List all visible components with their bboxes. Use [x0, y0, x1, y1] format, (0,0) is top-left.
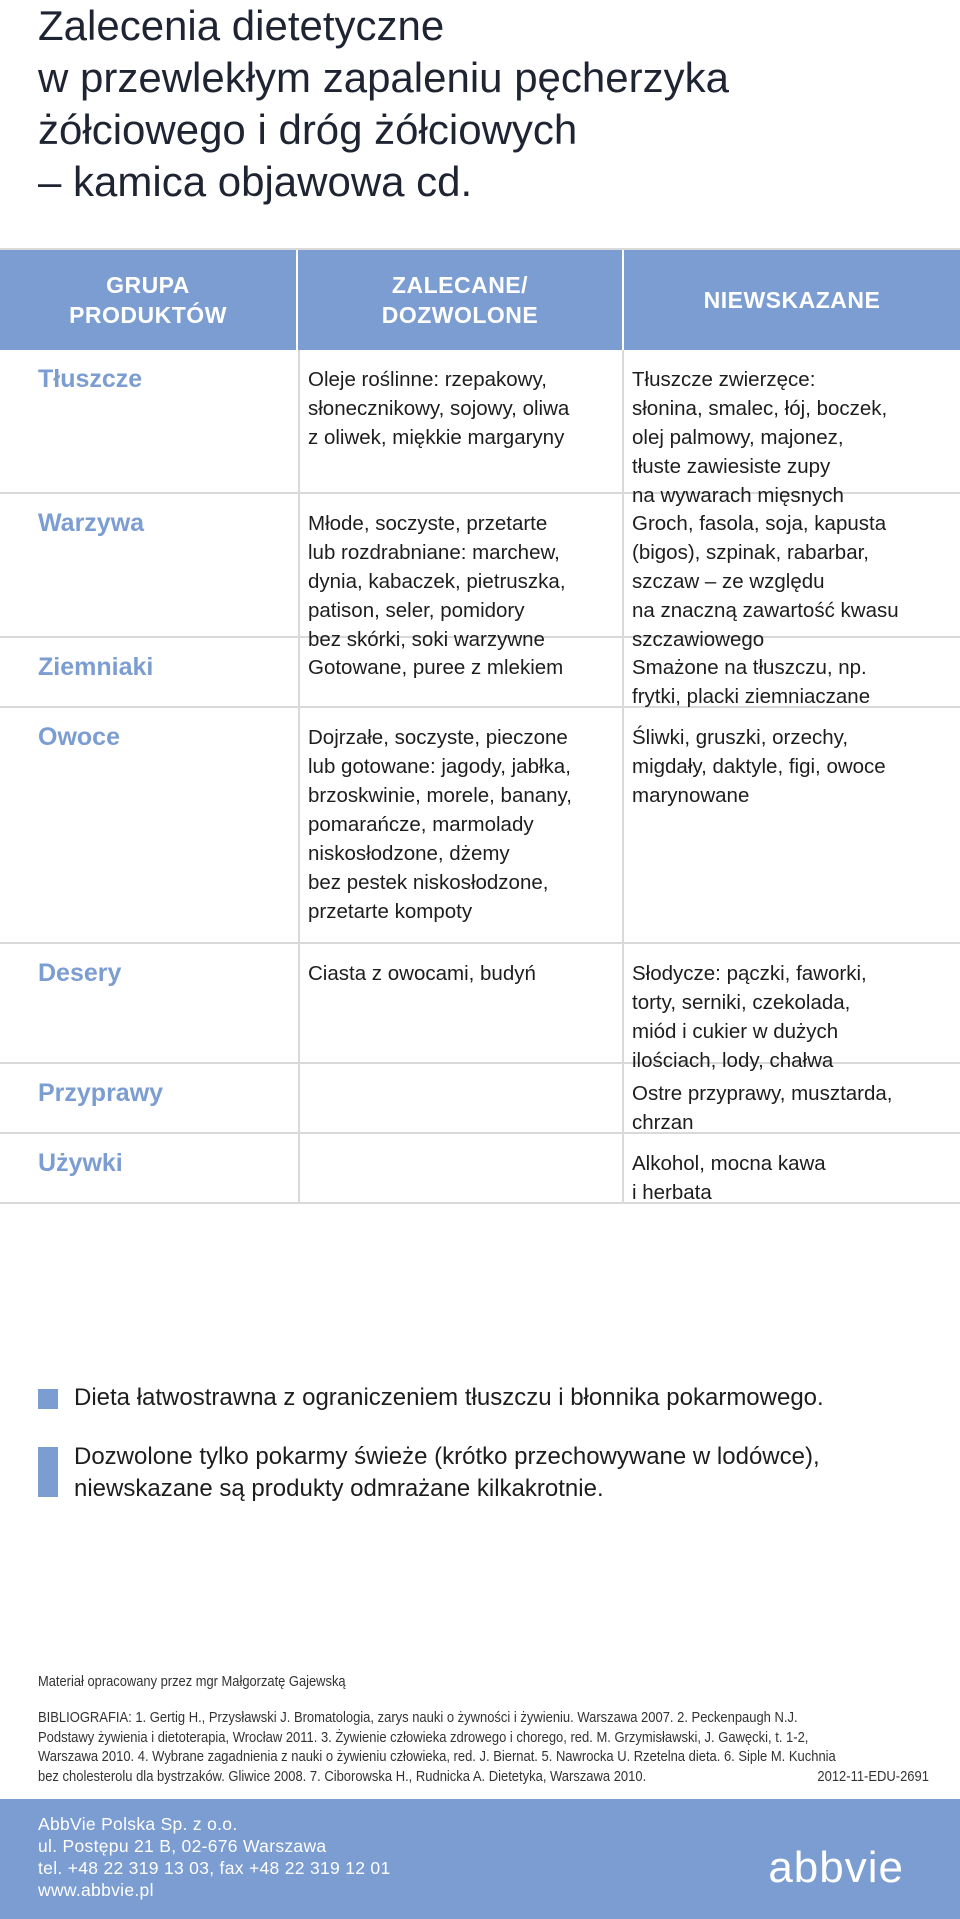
website-link[interactable]: www.abbvie.pl [38, 1880, 154, 1900]
recommended-cell [298, 350, 624, 492]
product-group: Ziemniaki [38, 653, 154, 681]
cell-line: na znaczną zawartość kwasu [632, 599, 899, 622]
note-line: Dieta łatwostrawna z ograniczeniem tłuszczu i błonnika pokarmowego. [74, 1384, 824, 1411]
cell-line: i herbata [632, 1181, 712, 1204]
not-recommended-cell [624, 708, 960, 942]
cell-line: marynowane [632, 784, 750, 807]
cell-line: słonina, smalec, łój, boczek, [632, 397, 888, 420]
cell-line: lub gotowane: jagody, jabłka, [308, 755, 571, 778]
table-row [0, 944, 960, 1072]
recommended-cell [298, 638, 624, 706]
bibliography-line: BIBLIOGRAFIA: 1. Gertig H., Przysławski J. Bromatologia, zarys nauki o żywności i żywieniu. Warszawa 2007. 2. Peckenpaugh N.J. [38, 1709, 798, 1726]
header-group-line: GRUPA [106, 272, 190, 298]
recommended-cell [298, 494, 624, 651]
product-group: Używki [38, 1149, 123, 1177]
cell-line: szczaw – ze względu [632, 570, 825, 593]
recommended-cell [298, 1134, 624, 1202]
header-group-line: PRODUKTÓW [69, 302, 227, 328]
page-title [38, 0, 928, 208]
cell-line: dynia, kabaczek, pietruszka, [308, 570, 566, 593]
table-row [0, 1134, 960, 1204]
bibliography-line [38, 1767, 929, 1787]
product-group: Przyprawy [38, 1079, 164, 1107]
bibliography-line: Warszawa 2010. 4. Wybrane zagadnienia z nauki o żywieniu człowieka, red. J. Biernat. 5. Nawrocka U. Rzetelna dieta. 6. Siple M. Kuchnia [38, 1748, 836, 1765]
cell-line: Alkohol, mocna kawa [632, 1152, 826, 1175]
cell-line: słonecznikowy, sojowy, oliwa [308, 397, 570, 420]
cell-line: miód i cukier w dużych [632, 1020, 839, 1043]
not-recommended-cell [624, 494, 960, 651]
cell-line: pomarańcze, marmolady [308, 813, 534, 836]
cell-line: patison, seler, pomidory [308, 599, 525, 622]
not-recommended-cell [624, 1064, 960, 1132]
table-row [0, 708, 960, 944]
cell-line: Dojrzałe, soczyste, pieczone [308, 726, 568, 749]
table-body [0, 350, 960, 1204]
document-code: 2012-11-EDU-2691 [817, 1767, 929, 1785]
not-recommended-cell [624, 350, 960, 507]
footer [0, 1799, 960, 1919]
recommended-cell [298, 708, 624, 942]
cell-line: migdały, daktyle, figi, owoce [632, 755, 886, 778]
note-item [38, 1382, 928, 1414]
author-credit: Materiał opracowany przez mgr Małgorzatę Gajewską [38, 1673, 346, 1690]
bar-bullet-icon [38, 1447, 58, 1497]
company-address [38, 1813, 391, 1901]
recommended-cell [298, 1064, 624, 1132]
title-line: w przewlekłym zapaleniu pęcherzyka [38, 54, 729, 101]
cell-line: torty, serniki, czekolada, [632, 991, 851, 1014]
table-row [0, 1064, 960, 1134]
cell-line: Smażone na tłuszczu, np. [632, 656, 867, 679]
cell-line: przetarte kompoty [308, 900, 473, 923]
not-recommended-cell [624, 1134, 960, 1202]
header-not-recommended-line: NIEWSKAZANE [703, 287, 881, 313]
title-line: Zalecenia dietetyczne [38, 2, 445, 49]
cell-line: Oleje roślinne: rzepakowy, [308, 368, 547, 391]
note-line: niewskazane są produkty odmrażane kilkakrotnie. [74, 1475, 604, 1502]
cell-line: olej palmowy, majonez, [632, 426, 844, 449]
cell-line: (bigos), szpinak, rabarbar, [632, 541, 870, 564]
cell-line: bez skórki, soki warzywne [308, 628, 545, 651]
square-bullet-icon [38, 1389, 58, 1409]
note-text [74, 1441, 820, 1505]
table-row [0, 638, 960, 708]
bibliography [38, 1708, 929, 1786]
cell-line: ilościach, lody, chałwa [632, 1049, 834, 1072]
cell-line: chrzan [632, 1111, 694, 1134]
cell-line: szczawiowego [632, 628, 765, 651]
cell-line: tłuste zawiesiste zupy [632, 455, 831, 478]
header-not-recommended [624, 250, 960, 350]
abbvie-logo: abbvie [768, 1843, 904, 1892]
diet-table [0, 248, 960, 1204]
address-line: tel. +48 22 319 13 03, fax +48 22 319 12 01 [38, 1858, 391, 1878]
header-recommended-line: DOZWOLONE [381, 302, 539, 328]
address-line: AbbVie Polska Sp. z o.o. [38, 1814, 238, 1834]
product-group: Warzywa [38, 509, 145, 537]
title-line: żółciowego i dróg żółciowych [38, 106, 578, 153]
header-recommended-line: ZALECANE/ [391, 272, 529, 298]
table-row [0, 350, 960, 507]
cell-line: bez pestek niskosłodzone, [308, 871, 549, 894]
not-recommended-cell [624, 944, 960, 1072]
header-recommended [298, 250, 624, 350]
bibliography-line: Podstawy żywienia i dietoterapia, Wrocław 2011. 3. Żywienie człowieka zdrowego i chorego, red. M. Grzymisławski, J. Gawęcki, t. 1-2, [38, 1728, 809, 1746]
bibliography-last-line: bez cholesterolu dla bystrzaków. Gliwice 2008. 7. Ciborowska H., Rudnicka A. Dietetyka, Warszawa 2010. [38, 1767, 647, 1785]
cell-line: Młode, soczyste, przetarte [308, 512, 548, 535]
title-line: – kamica objawowa cd. [38, 158, 473, 205]
product-group: Tłuszcze [38, 365, 143, 393]
table-header [0, 250, 960, 350]
cell-line: niskosłodzone, dżemy [308, 842, 510, 865]
cell-line: Ostre przyprawy, musztarda, [632, 1082, 893, 1105]
cell-line: lub rozdrabniane: marchew, [308, 541, 560, 564]
cell-line: Śliwki, gruszki, orzechy, [632, 726, 849, 749]
cell-line: z oliwek, miękkie margaryny [308, 426, 565, 449]
header-group [0, 250, 298, 350]
table-row [0, 494, 960, 651]
cell-line: Słodycze: pączki, faworki, [632, 962, 867, 985]
cell-line: frytki, placki ziemniaczane [632, 685, 871, 708]
notes [38, 1382, 928, 1532]
cell-line: na wywarach mięsnych [632, 484, 844, 507]
cell-line: Ciasta z owocami, budyń [308, 962, 536, 985]
cell-line: Groch, fasola, soja, kapusta [632, 512, 887, 535]
address-line: ul. Postępu 21 B, 02-676 Warszawa [38, 1836, 327, 1856]
not-recommended-cell [624, 638, 960, 706]
cell-line: Tłuszcze zwierzęce: [632, 368, 816, 391]
note-text [74, 1382, 824, 1414]
cell-line: brzoskwinie, morele, banany, [308, 784, 572, 807]
product-group: Owoce [38, 723, 120, 751]
product-group: Desery [38, 959, 122, 987]
note-line: Dozwolone tylko pokarmy świeże (krótko przechowywane w lodówce), [74, 1443, 820, 1470]
recommended-cell [298, 944, 624, 1062]
cell-line: Gotowane, puree z mlekiem [308, 656, 564, 679]
note-item [38, 1441, 928, 1505]
